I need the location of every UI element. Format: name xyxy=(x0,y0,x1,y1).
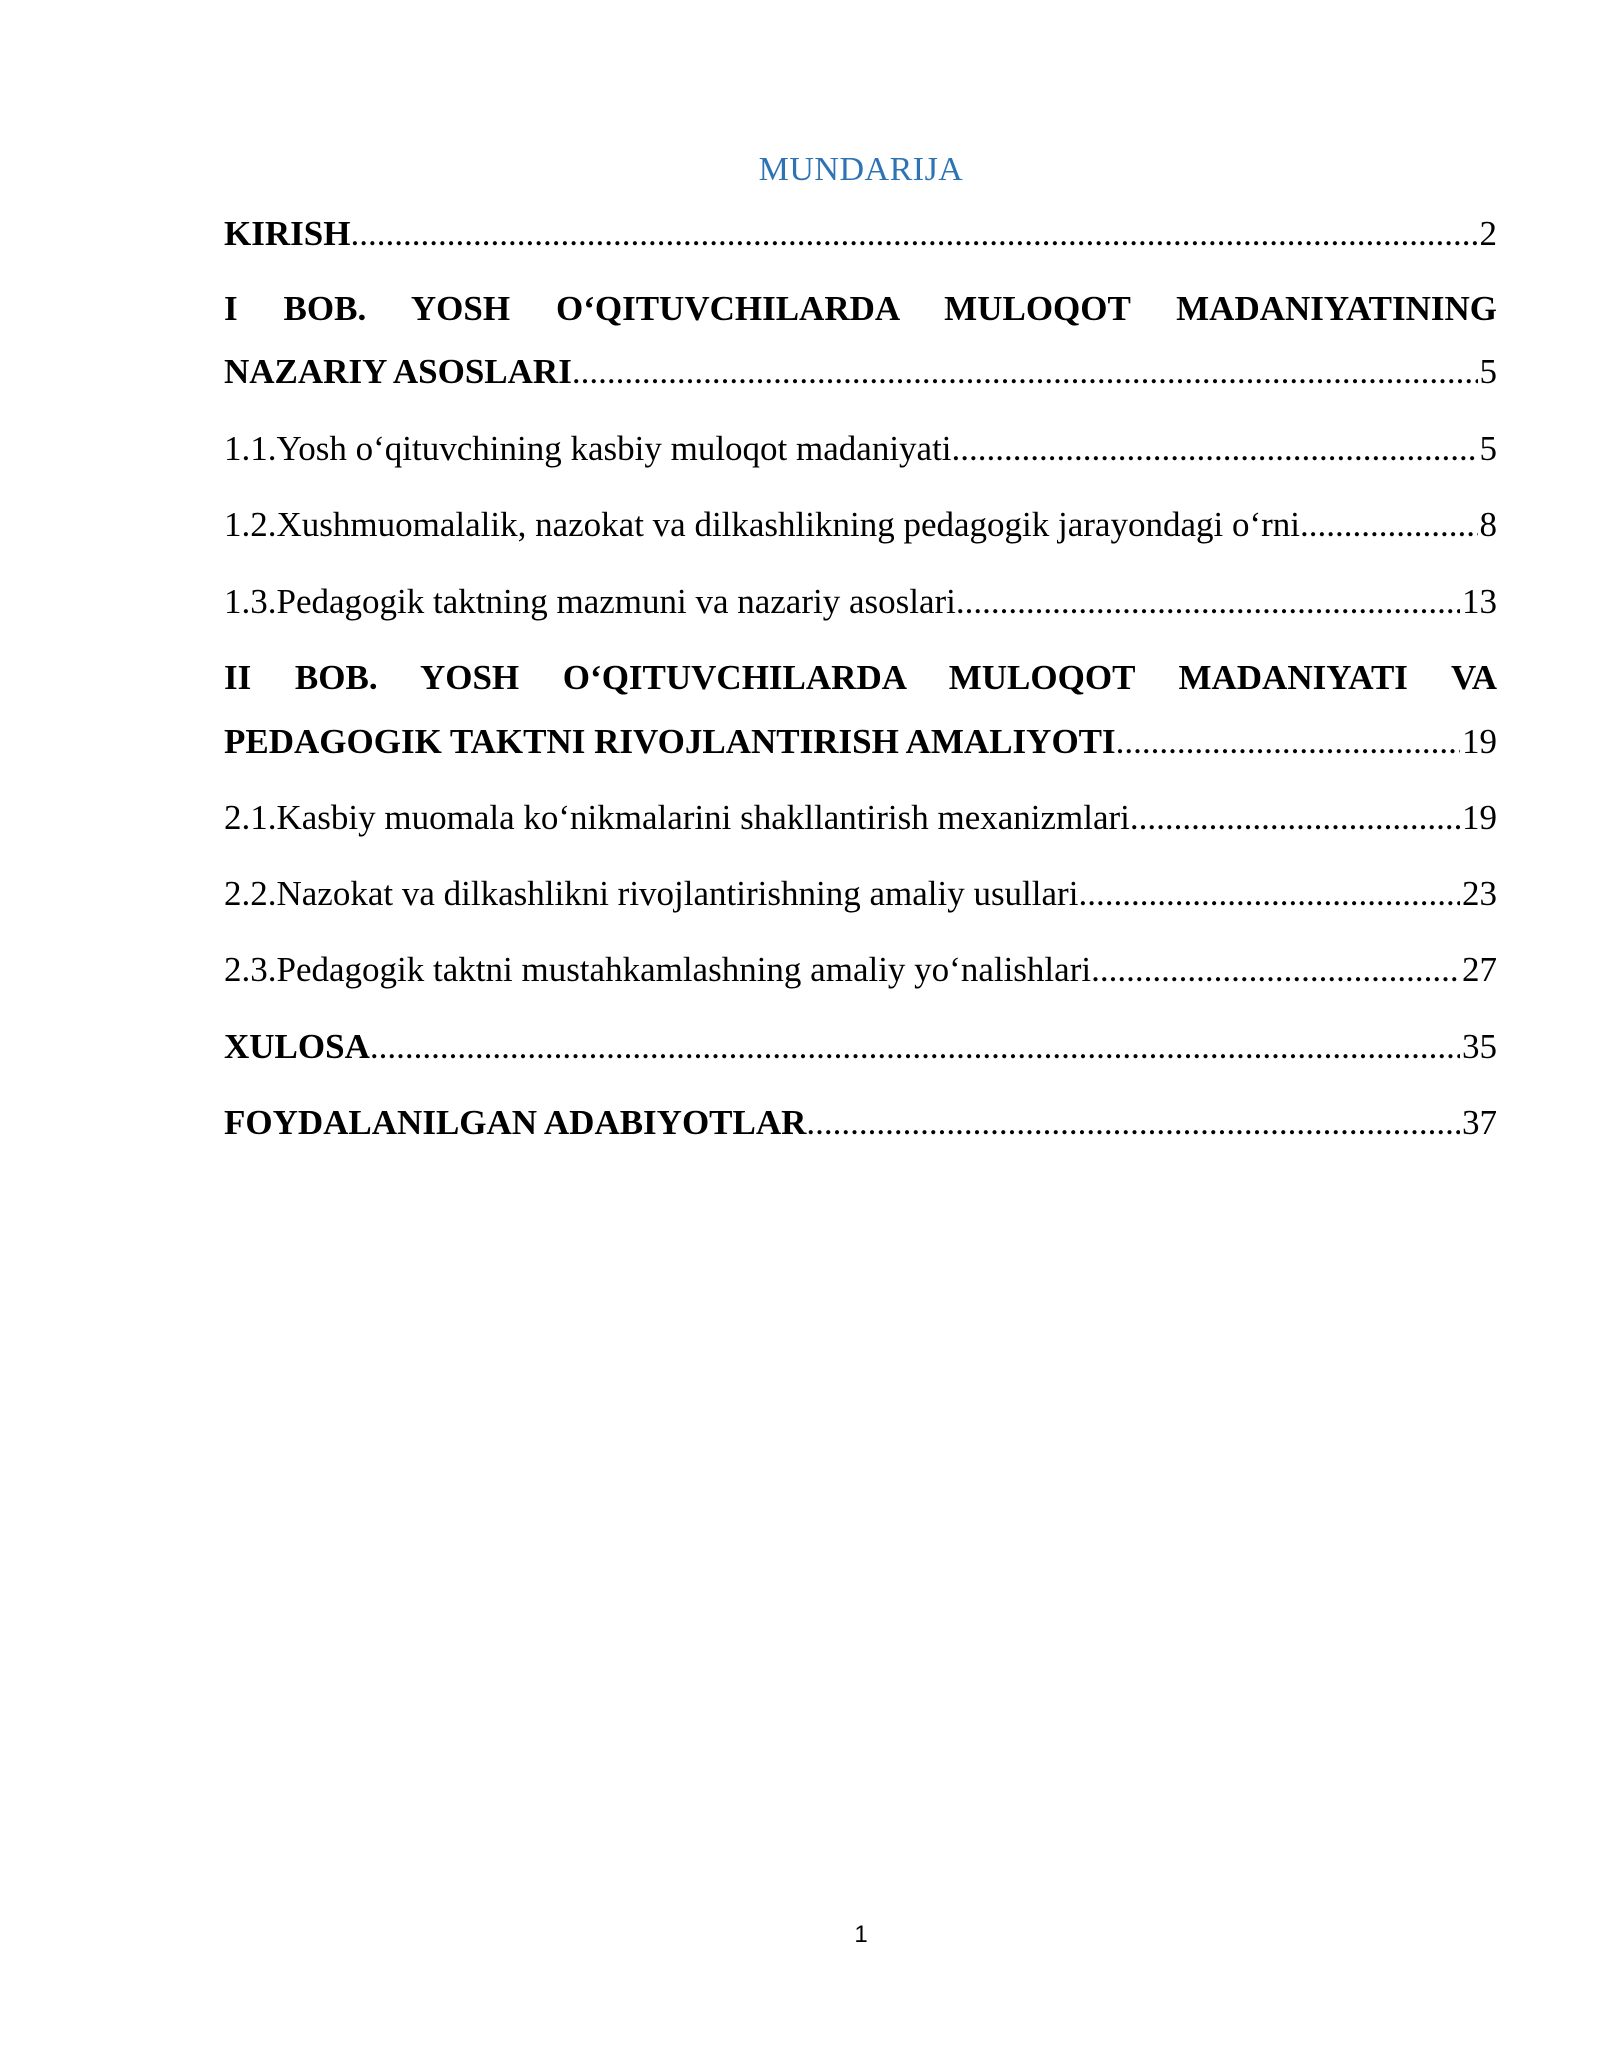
toc-entry-section-2-2[interactable] xyxy=(224,872,1497,916)
toc-entry-page: 19 xyxy=(1462,798,1497,837)
toc-entry-page: 5 xyxy=(1479,429,1497,468)
toc-entry-page: 37 xyxy=(1462,1103,1497,1142)
dot-leader xyxy=(572,350,1478,394)
toc-entry-label: XULOSA xyxy=(224,1027,370,1066)
toc-entry-label-line1: II BOB. YOSH O‘QITUVCHILARDA MULOQOT MADANIYATI VA xyxy=(224,658,1497,697)
toc-entry-label: 2.2.Nazokat va dilkashlikni rivojlantirishning amaliy usullari xyxy=(224,874,1079,913)
toc-entry-page: 27 xyxy=(1462,950,1497,989)
dot-leader xyxy=(956,580,1460,624)
toc-entry-xulosa[interactable] xyxy=(224,1025,1497,1069)
toc-entry-label: 2.3.Pedagogik taktni mustahkamlashning amaliy yo‘nalishlari xyxy=(224,950,1092,989)
dot-leader xyxy=(806,1101,1460,1145)
dot-leader xyxy=(1130,796,1460,840)
toc-entry-page: 19 xyxy=(1462,722,1497,761)
toc-entry-page: 23 xyxy=(1462,874,1497,913)
dot-leader xyxy=(1300,503,1477,547)
dot-leader xyxy=(1091,948,1460,992)
toc-entry-label: FOYDALANILGAN ADABIYOTLAR xyxy=(224,1103,807,1142)
dot-leader xyxy=(952,427,1478,471)
dot-leader xyxy=(350,212,1477,256)
toc-entry-chapter-2[interactable] xyxy=(224,656,1497,700)
toc-title: MUNDARIJA xyxy=(758,151,964,188)
toc-entry-chapter-2-continued[interactable] xyxy=(224,720,1497,764)
toc-entry-section-2-1[interactable] xyxy=(224,796,1497,840)
toc-entry-label: 2.1.Kasbiy muomala ko‘nikmalarini shakllantirish mexanizmlari xyxy=(224,798,1130,837)
dot-leader xyxy=(370,1025,1460,1069)
toc-entry-label: 1.3.Pedagogik taktning mazmuni va nazariy asoslari xyxy=(224,582,956,621)
toc-entry-chapter-1-continued[interactable] xyxy=(224,350,1497,394)
toc-entry-label: KIRISH xyxy=(224,214,351,253)
toc-entry-label: NAZARIY ASOSLARI xyxy=(224,352,572,391)
toc-entry-section-2-3[interactable] xyxy=(224,948,1497,992)
toc-entry-page: 35 xyxy=(1462,1027,1497,1066)
toc-entry-references[interactable] xyxy=(224,1101,1497,1145)
dot-leader xyxy=(1078,872,1460,916)
toc-entry-page: 13 xyxy=(1462,582,1497,621)
toc-entry-kirish[interactable] xyxy=(224,212,1497,256)
dot-leader xyxy=(1116,720,1460,764)
toc-entry-label: 1.2.Xushmuomalalik, nazokat va dilkashlikning pedagogik jarayondagi o‘rni xyxy=(224,505,1301,544)
toc-entry-page: 8 xyxy=(1479,505,1497,544)
toc-entry-page: 5 xyxy=(1479,352,1497,391)
toc-entry-section-1-3[interactable] xyxy=(224,580,1497,624)
toc-entry-label: 1.1.Yosh o‘qituvchining kasbiy muloqot madaniyati xyxy=(224,429,952,468)
toc-entry-label-line1: I BOB. YOSH O‘QITUVCHILARDA MULOQOT MADANIYATINING xyxy=(224,289,1497,328)
toc-entry-chapter-1[interactable] xyxy=(224,287,1497,331)
page-number: 1 xyxy=(854,1921,868,1948)
toc-entry-label: PEDAGOGIK TAKTNI RIVOJLANTIRISH AMALIYOTI xyxy=(224,722,1116,761)
toc-entry-section-1-1[interactable] xyxy=(224,427,1497,471)
toc-entry-page: 2 xyxy=(1479,214,1497,253)
toc-entry-section-1-2[interactable] xyxy=(224,503,1497,547)
